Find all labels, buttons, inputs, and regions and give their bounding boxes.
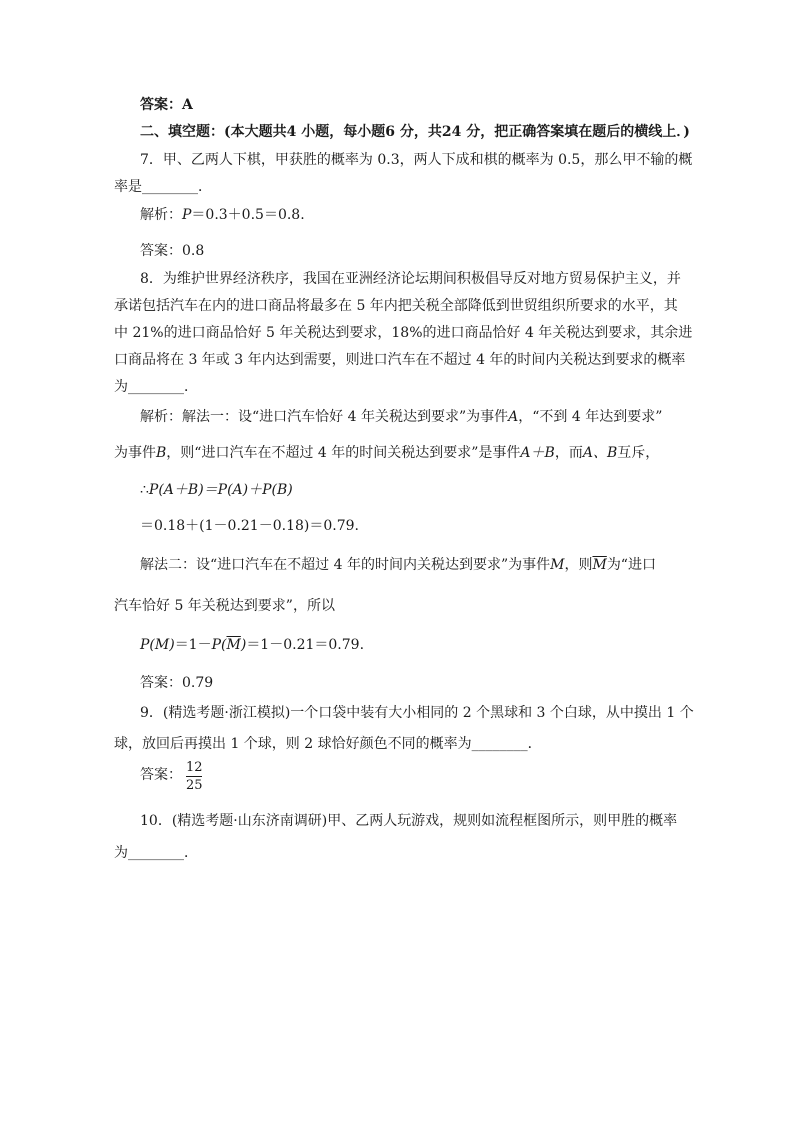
solution-8-method2-cont: 汽车恰好 5 年关税达到要求”，所以: [114, 598, 335, 614]
question-8-line3: 中 21%的进口商品恰好 5 年关税达到要求，18%的进口商品恰好 4 年关税达到要求，其余进: [114, 325, 693, 341]
fraction-denominator: 25: [186, 778, 203, 793]
question-7: 7．甲、乙两人下棋，甲获胜的概率为 0.3，两人下成和棋的概率为 0.5，那么甲不输的概: [140, 152, 693, 168]
answer-9: 答案：: [140, 767, 182, 783]
formula-2: ＝0.18＋(1－0.21－0.18)＝0.79.: [140, 518, 359, 534]
solution-8-method2: 解法二：设“进口汽车在不超过 4 年的时间内关税达到要求”为事件M，则$\overline{M}$为“进口: [140, 557, 656, 573]
answer-8: 答案：0.79: [140, 675, 214, 691]
answer-9-fraction: [186, 760, 202, 793]
question-10-cont: 为________．: [114, 845, 198, 861]
question-7-cont: 率是________．: [114, 179, 212, 195]
answer-line: 答案：A: [140, 97, 193, 113]
question-9: 9．(精选考题·浙江模拟)一个口袋中装有大小相同的 2 个黑球和 3 个白球，从中摸出 1 个: [140, 705, 694, 721]
solution-7: 解析：P＝0.3＋0.5＝0.8.: [140, 207, 305, 223]
question-8: 8．为维护世界经济秩序，我国在亚洲经济论坛期间积极倡导反对地方贸易保护主义，并: [140, 271, 681, 287]
question-9-cont: 球，放回后再摸出 1 个球，则 2 球恰好颜色不同的概率为________．: [114, 736, 542, 752]
formula-1: ∴P(A＋B)＝P(A)＋P(B): [140, 482, 293, 498]
question-8-line5: 为________．: [114, 379, 198, 395]
question-8-line4: 口商品将在 3 年或 3 年内达到需要，则进口汽车在不超过 4 年的时间内关税达到要求的概率: [114, 352, 686, 368]
answer-7: 答案：0.8: [140, 243, 205, 259]
fraction-numerator: 12: [186, 760, 203, 775]
solution-8-method1: 解析：解法一：设“进口汽车恰好 4 年关税达到要求”为事件A，“不到 4 年达到要求”: [140, 409, 663, 425]
solution-8-method1-cont: 为事件B，则“进口汽车在不超过 4 年的时间关税达到要求”是事件A＋B，而A、B互斥，: [114, 445, 660, 461]
question-8-line2: 承诺包括汽车在内的进口商品将最多在 5 年内把关税全部降低到世贸组织所要求的水平，其: [114, 298, 678, 314]
question-10: 10．(精选考题·山东济南调研)甲、乙两人玩游戏，规则如流程框图所示，则甲胜的概率: [140, 813, 678, 829]
formula-3: $P(M)=1-P(\overline{M})=1-0.21=0.79$.: [140, 637, 365, 653]
section-heading: 二、填空题：(本大题共4 小题，每小题6 分，共24 分，把正确答案填在题后的横线上．): [140, 124, 690, 140]
